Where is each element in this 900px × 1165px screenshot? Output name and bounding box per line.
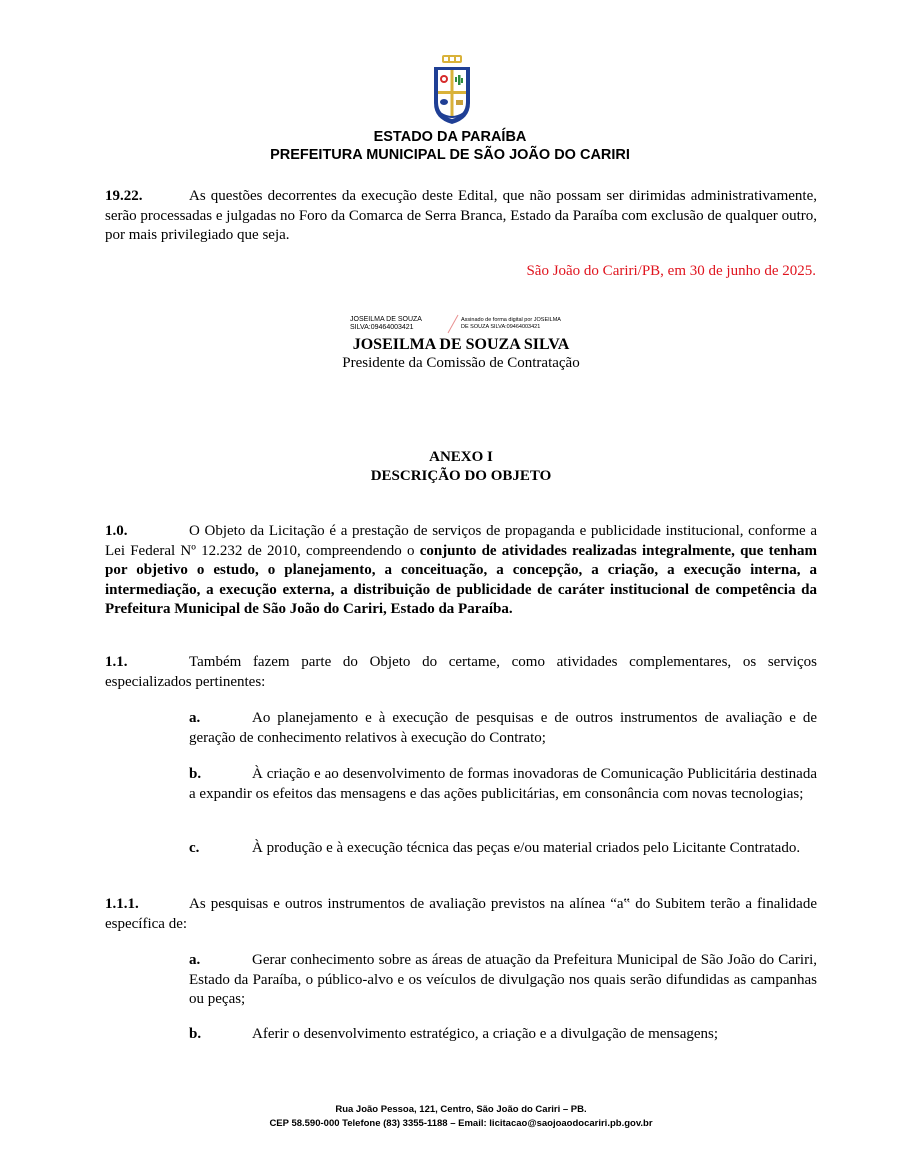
item-text: Também fazem parte do Objeto do certame, como atividades complementares, os serviços especializados pertinentes: bbox=[105, 654, 817, 690]
signatory-name: JOSEILMA DE SOUZA SILVA bbox=[352, 336, 570, 353]
item-letter: b. bbox=[189, 1026, 202, 1042]
item-1-0 bbox=[105, 522, 817, 620]
item-text: Aferir o desenvolvimento estratégico, a criação e a divulgação de mensagens; bbox=[252, 1026, 719, 1042]
municipality-name: PREFEITURA MUNICIPAL DE SÃO JOÃO DO CARIRI bbox=[270, 147, 630, 163]
coat-of-arms-icon bbox=[430, 55, 474, 125]
clause-19-22: 19.22. As questões decorrentes da execução deste Edital, que não possam ser dirimidas administrativamente, serão processadas e julgadas no Foro da Comarca de Serra Branca, Estado da Paraíba com exclusão de qualquer outro, por mais privilegiado que seja. bbox=[105, 188, 817, 243]
list-item bbox=[189, 709, 817, 748]
list-item bbox=[189, 765, 817, 804]
item-1-1-1 bbox=[105, 895, 817, 934]
item-number: 1.1.1. bbox=[105, 896, 139, 912]
clause-number: 19.22 bbox=[105, 188, 139, 204]
state-name: ESTADO DA PARAÍBA bbox=[373, 129, 527, 145]
clause-text: As questões decorrentes da execução deste Edital, que não possam ser dirimidas administrativamente, serão processadas e julgadas no Foro da Comarca de Serra Branca, Estado da Paraíba com exclusão de qualquer outro, por mais privilegiado que seja. bbox=[105, 188, 817, 243]
page-footer bbox=[0, 1103, 900, 1131]
list-item bbox=[189, 839, 817, 859]
stamp-name: JOSEILMA DE SOUZA bbox=[350, 316, 422, 323]
item-letter: a. bbox=[189, 952, 201, 968]
list-item bbox=[189, 951, 817, 1010]
item-1-1 bbox=[105, 653, 817, 692]
item-text: As pesquisas e outros instrumentos de avaliação previstos na alínea “a‟ do Subitem terão a finalidade específica de: bbox=[105, 896, 817, 932]
stamp-signed-id: DE SOUZA SILVA:09464003421 bbox=[461, 323, 541, 330]
signatory-role: Presidente da Comissão de Contratação bbox=[342, 355, 580, 371]
signature-mark-icon bbox=[445, 314, 461, 334]
item-text: O Objeto da Licitação é a prestação de serviços de propaganda e publicidade institucional, conforme a Lei Federal Nº 12.232 de 2010, compreendendo o bbox=[105, 523, 817, 559]
dateline: São João do Cariri/PB, em 30 de junho de 2025. bbox=[526, 263, 816, 279]
item-text: À produção e à execução técnica das peças e/ou material criados pelo Licitante Contratado. bbox=[252, 840, 801, 856]
item-number: 1.0. bbox=[105, 523, 128, 539]
item-text: À criação e ao desenvolvimento de formas inovadoras de Comunicação Publicitária destinada a expandir os efeitos das mensagens e das ações publicitárias, em consonância com novas tecnologias; bbox=[189, 766, 817, 802]
stamp-id: SILVA:09464003421 bbox=[350, 324, 414, 331]
list-item bbox=[189, 1025, 817, 1045]
item-text-bold: conjunto de atividades realizadas integralmente, que tenham por objetivo o estudo, o planejamento, a conceituação, a concepção, a criação, a execução interna, a intermediação, a execução externa, a distribuição de publicidade de caráter institucional de competência da Prefeitura Municipal de São João do Cariri, Estado da Paraíba. bbox=[105, 542, 817, 617]
letterhead bbox=[0, 128, 900, 164]
annex-subtitle: DESCRIÇÃO DO OBJETO bbox=[370, 468, 552, 484]
footer-contact: CEP 58.590-000 Telefone (83) 3355-1188 – Email: licitacao@saojoaodocariri.pb.gov.br bbox=[269, 1118, 653, 1129]
item-number: 1.1. bbox=[105, 654, 128, 670]
digital-signature-stamp bbox=[350, 314, 580, 334]
annex-heading bbox=[0, 448, 900, 486]
annex-title: ANEXO I bbox=[429, 449, 493, 465]
item-letter: a. bbox=[189, 710, 201, 726]
item-text: Gerar conhecimento sobre as áreas de atuação da Prefeitura Municipal de São João do Cariri, Estado da Paraíba, o público-alvo e os veículos de divulgação nos quais serão difundidas as campanhas ou peças; bbox=[189, 952, 817, 1007]
stamp-signed-by: Assinado de forma digital por JOSEILMA bbox=[461, 317, 561, 323]
footer-address: Rua João Pessoa, 121, Centro, São João do Cariri – PB. bbox=[335, 1104, 587, 1115]
item-text: Ao planejamento e à execução de pesquisas e de outros instrumentos de avaliação e de geração de conhecimento relativos à execução do Contrato; bbox=[189, 710, 817, 746]
item-letter: c. bbox=[189, 840, 200, 856]
item-letter: b. bbox=[189, 766, 202, 782]
